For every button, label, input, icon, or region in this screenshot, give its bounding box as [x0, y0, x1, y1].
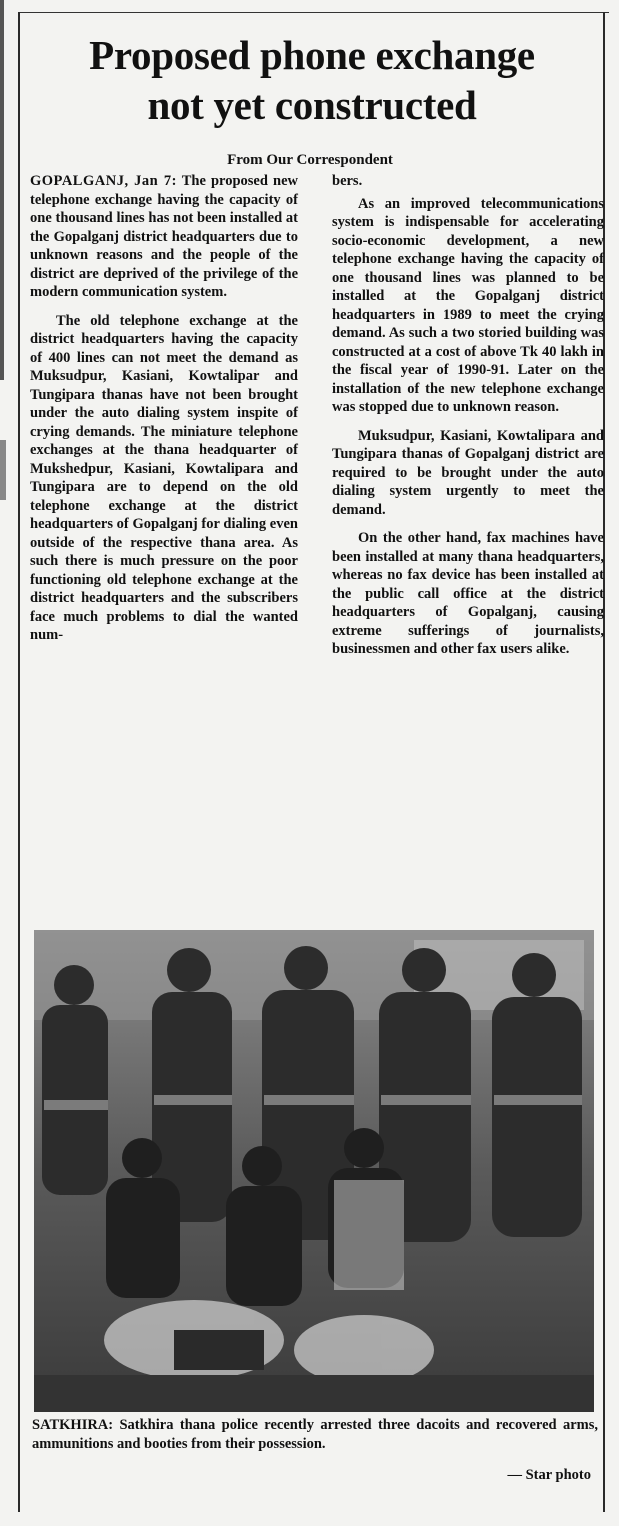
headline-line-2: not yet constructed	[147, 82, 477, 128]
paragraph: bers.	[332, 173, 363, 189]
paragraph: Muksudpur, Kasiani, Kowtalipara and Tungipara thanas of Gopalganj district are required to be brought under the auto dialing system urgently to meet the demand.	[332, 427, 604, 518]
article-column-right	[332, 172, 604, 669]
paragraph	[30, 172, 298, 302]
article-left-border	[18, 12, 20, 1512]
article-column-left	[30, 172, 298, 655]
paragraph: On the other hand, fax machines have been installed at many thana headquarters, whereas no fax device has been installed at the public call office at the district headquarters of Gopalganj, causing extreme sufferings of journalists, businessmen and other fax users alike.	[332, 530, 604, 657]
paragraph: The old telephone exchange at the district headquarters having the capacity of 400 lines can not meet the demand as Muksudpur, Kasiani, Kowtalipar and Tungipara thanas have not been brought under the auto dialing system inspite of crying demands. The miniature telephone exchanges at the thana headquarter of Mukshedpur, Kasiani, Kowtalipara and Tungipara are to depend on the old telephone exchange at the district headquarters of Gopalganj for dialing even outside of the respective thana area. As such there is much pressure on the poor functioning old telephone exchange at the district headquarters and the subscribers face much problems to dial the wanted num-	[30, 312, 298, 643]
headline	[24, 30, 600, 130]
photo-credit: — Star photo	[507, 1467, 591, 1483]
dateline: GOPALGANJ, Jan 7:	[30, 173, 177, 189]
photo-police-and-arrested-men	[34, 930, 594, 1412]
headline-line-1: Proposed phone exchange	[89, 32, 535, 78]
page-edge-mark	[0, 440, 6, 500]
photo-caption: SATKHIRA: Satkhira thana police recently arrested three dacoits and recovered arms, ammunitions and booties from their possession.	[32, 1417, 598, 1452]
byline: From Our Correspondent	[227, 152, 393, 168]
news-photo	[34, 930, 594, 1412]
paragraph-text: The proposed new telephone exchange having the capacity of one thousand lines has not been installed at the Gopalganj district headquarters due to unknown reasons and the people of the district are deprived of the privilege of the modern communication system.	[30, 173, 298, 300]
page-edge-mark	[0, 0, 4, 380]
top-rule	[0, 0, 619, 14]
paragraph: As an improved telecommunications system is indispensable for accelerating socio-economic development, a new telephone exchange having the capacity of one thousand lines was planned to be installed at the Gopalganj district headquarters in 1989 to meet the crying demand. As such a two storied building was constructed at a cost of above Tk 40 lakh in the fiscal year of 1990-91. Later on the installation of the new telephone exchange was stopped due to unknown reason.	[332, 195, 604, 415]
